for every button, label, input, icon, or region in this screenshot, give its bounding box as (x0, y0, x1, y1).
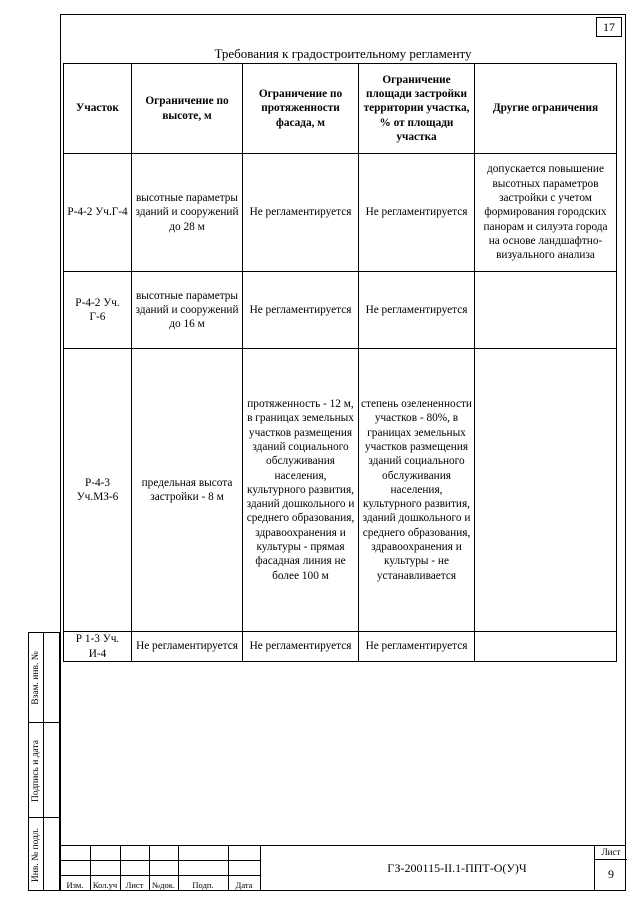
header-cell: Ограничение площади застройки территории участка, % от площади участка (359, 64, 475, 154)
table-row (64, 272, 617, 349)
table-row (64, 154, 617, 272)
table-cell: протяженность - 12 м, в границах земельных участков размещения зданий социального обслуживания населения, культурного развития, зданий дошкольного и среднего образования, здравоохранения и культуры - прямая фасадная линия не более 100 м (243, 349, 359, 632)
side-cell-inv-orig (28, 817, 60, 891)
table-cell (475, 349, 617, 632)
header-cell: Участок (64, 64, 132, 154)
stamp-label-sign: Подп. (192, 880, 214, 890)
side-label-inv-replace: Взам. инв. № (31, 651, 42, 705)
document-code: ГЗ-200115-II.1-ППТ-О(У)Ч (387, 861, 527, 875)
side-label-sign-date: Подпись и дата (31, 739, 42, 802)
regulation-table (63, 63, 617, 662)
table-cell (475, 272, 617, 349)
table-row (64, 632, 617, 662)
table-cell: Не регламентируется (132, 632, 243, 662)
table-cell: Р 1-3 Уч. И-4 (64, 632, 132, 662)
header-cell: Другие ограничения (475, 64, 617, 154)
table-cell: Не регламентируется (359, 272, 475, 349)
document-title: Требования к градостроительному регламенту (214, 46, 472, 61)
side-cell-inv-replace (28, 632, 60, 722)
table-cell: предельная высота застройки - 8 м (132, 349, 243, 632)
sheet-number: 9 (608, 867, 614, 881)
title-block (60, 845, 626, 891)
stamp-label-count: Кол.уч (92, 880, 118, 890)
side-label-inv-orig: Инв. № подл. (31, 827, 42, 883)
table-cell: высотные параметры зданий и сооружений до 28 м (132, 154, 243, 272)
table-cell: Не регламентируется (359, 632, 475, 662)
table-cell: Не регламентируется (243, 632, 359, 662)
table-cell: Не регламентируется (243, 272, 359, 349)
table-cell: Р-4-2 Уч.Г-4 (64, 154, 132, 272)
table-row (64, 349, 617, 632)
page-number: 17 (596, 17, 622, 37)
table-cell: Р-4-3 Уч.МЗ-6 (64, 349, 132, 632)
table-cell: Не регламентируется (359, 154, 475, 272)
table-cell: Не регламентируется (243, 154, 359, 272)
header-cell: Ограничение по высоте, м (132, 64, 243, 154)
sheet-box (594, 845, 627, 891)
table-cell: степень озелененности участков - 80%, в границах земельных участков размещения зданий социального обслуживания населения, культурного развития, зданий дошкольного и среднего образования, здравоохранения и культуры - не устанавливается (359, 349, 475, 632)
table-cell: допускается повышение высотных параметров застройки с учетом формирования городских панорам и силуэта города на основе ландшафтно-визуального анализа (475, 154, 617, 272)
side-cell-sign-date (28, 722, 60, 817)
stamp-label-change: Изм. (66, 880, 84, 890)
header-cell: Ограничение по протяженности фасада, м (243, 64, 359, 154)
sheet-label: Лист (601, 847, 621, 857)
table-cell: высотные параметры зданий и сооружений до 16 м (132, 272, 243, 349)
table-cell: Р-4-2 Уч. Г-6 (64, 272, 132, 349)
stamp-label-doc: №док. (152, 880, 175, 890)
table-cell (475, 632, 617, 662)
table-header-row (64, 64, 617, 154)
stamp-label-sheet: Лист (125, 880, 144, 890)
stamp-label-date: Дата (235, 880, 253, 890)
